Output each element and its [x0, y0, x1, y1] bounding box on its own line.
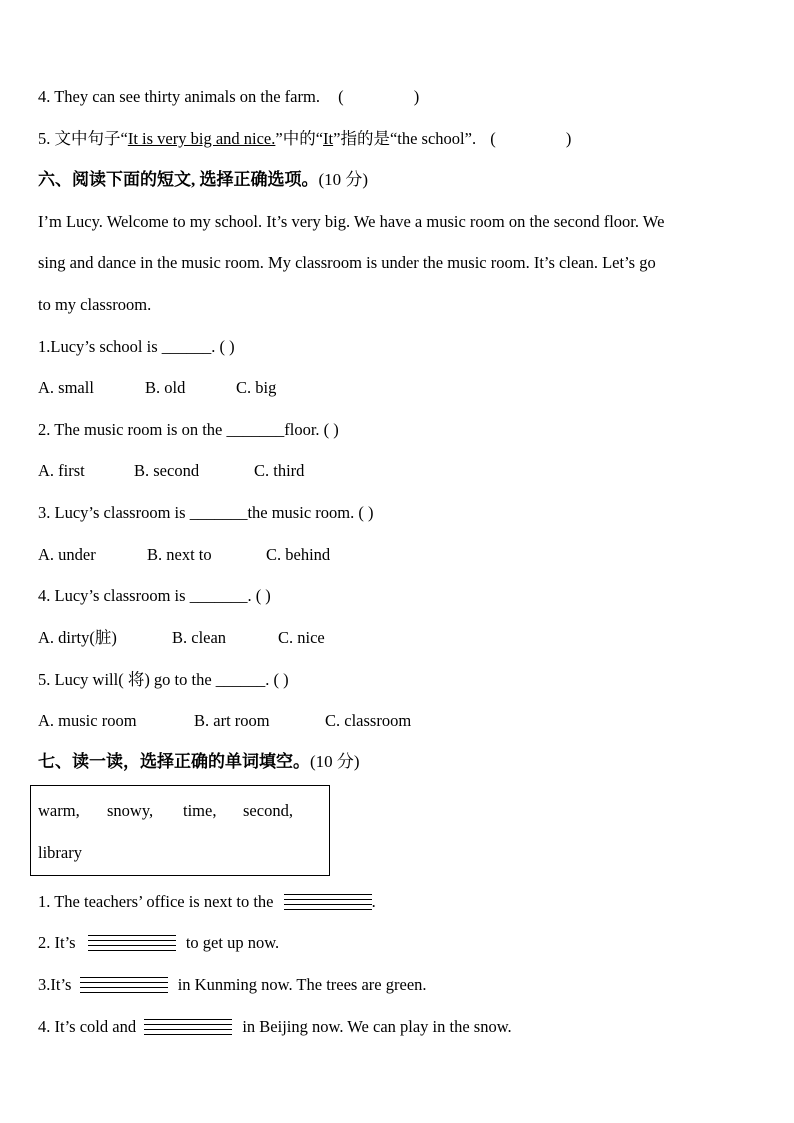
word-bank-item: second, [243, 801, 293, 820]
passage-line-3: to my classroom. [38, 295, 152, 314]
fill-sentence-3 [38, 974, 427, 996]
sentence-after: in Kunming now. The trees are green. [177, 975, 427, 994]
sentence-after: to get up now. [185, 933, 280, 952]
section-6-heading [38, 169, 368, 191]
word-bank-item: library [38, 843, 82, 862]
question-6-1[interactable]: 1.Lucy’s school is ______. ( ) [38, 337, 235, 356]
question-6-3[interactable]: 3. Lucy’s classroom is _______the music room. ( ) [38, 503, 374, 522]
section-7-heading [38, 751, 360, 773]
question-5-5 [38, 128, 571, 150]
option-c[interactable]: C. behind [266, 545, 331, 564]
option-a[interactable]: A. under [38, 545, 96, 564]
sentence-before: 3.It’s [38, 975, 72, 994]
option-a[interactable]: A. first [38, 461, 85, 480]
question-suffix: ”指的是“the school”. [333, 129, 477, 148]
options-6-4 [38, 627, 325, 649]
fill-sentence-1 [38, 891, 376, 913]
options-6-3 [38, 544, 330, 566]
answer-writing-lines[interactable] [284, 894, 372, 912]
question-5-4 [38, 86, 419, 108]
option-a[interactable]: A. small [38, 378, 94, 397]
score: (10 分) [310, 752, 360, 771]
sentence-after: in Beijing now. We can play in the snow. [242, 1017, 512, 1036]
options-6-2 [38, 460, 304, 482]
option-c[interactable]: C. big [236, 378, 277, 397]
answer-writing-lines[interactable] [144, 1019, 232, 1037]
sentence-before: 2. It’s [38, 933, 76, 952]
heading-text: 六、阅读下面的短文, 选择正确选项。 [38, 170, 319, 189]
option-a[interactable]: A. music room [38, 711, 137, 730]
sentence-after: . [371, 892, 376, 911]
option-a[interactable]: A. dirty(脏) [38, 628, 117, 647]
fill-sentence-4 [38, 1016, 512, 1038]
passage-line-2: sing and dance in the music room. My classroom is under the music room. It’s clean. Let’s go [38, 253, 656, 272]
question-mid: ”中的“ [275, 129, 324, 148]
option-b[interactable]: B. second [134, 461, 200, 480]
question-text: 4. They can see thirty animals on the farm. [38, 87, 320, 106]
score: (10 分) [318, 170, 369, 189]
sentence-before: 4. It’s cold and [38, 1017, 137, 1036]
option-b[interactable]: B. old [145, 378, 186, 397]
option-b[interactable]: B. art room [194, 711, 270, 730]
question-6-2[interactable]: 2. The music room is on the _______floor. ( ) [38, 420, 339, 439]
option-b[interactable]: B. clean [172, 628, 227, 647]
option-c[interactable]: C. nice [278, 628, 325, 647]
word-bank-item: warm, [38, 801, 80, 820]
option-c[interactable]: C. classroom [325, 711, 412, 730]
options-6-5 [38, 710, 411, 732]
option-c[interactable]: C. third [254, 461, 305, 480]
options-6-1 [38, 377, 276, 399]
heading-text: 七、读一读，选择正确的单词填空。 [38, 752, 310, 771]
passage-line-1: I’m Lucy. Welcome to my school. It’s very big. We have a music room on the second floor. We [38, 212, 665, 231]
word-bank [30, 785, 330, 876]
quoted-sentence: It is very big and nice. [127, 129, 276, 148]
answer-writing-lines[interactable] [88, 935, 176, 953]
question-6-5[interactable]: 5. Lucy will( 将) go to the ______. ( ) [38, 670, 289, 689]
quoted-it: It [323, 129, 334, 148]
sentence-before: 1. The teachers’ office is next to the [38, 892, 274, 911]
question-prefix: 5. 文中句子“ [38, 129, 128, 148]
answer-paren[interactable]: ( ) [490, 129, 572, 148]
option-b[interactable]: B. next to [147, 545, 212, 564]
word-bank-item: snowy, [107, 801, 154, 820]
fill-sentence-2 [38, 932, 279, 954]
question-6-4[interactable]: 4. Lucy’s classroom is _______. ( ) [38, 586, 271, 605]
word-bank-item: time, [183, 801, 217, 820]
answer-paren[interactable]: ( ) [338, 87, 420, 106]
answer-writing-lines[interactable] [80, 977, 168, 995]
